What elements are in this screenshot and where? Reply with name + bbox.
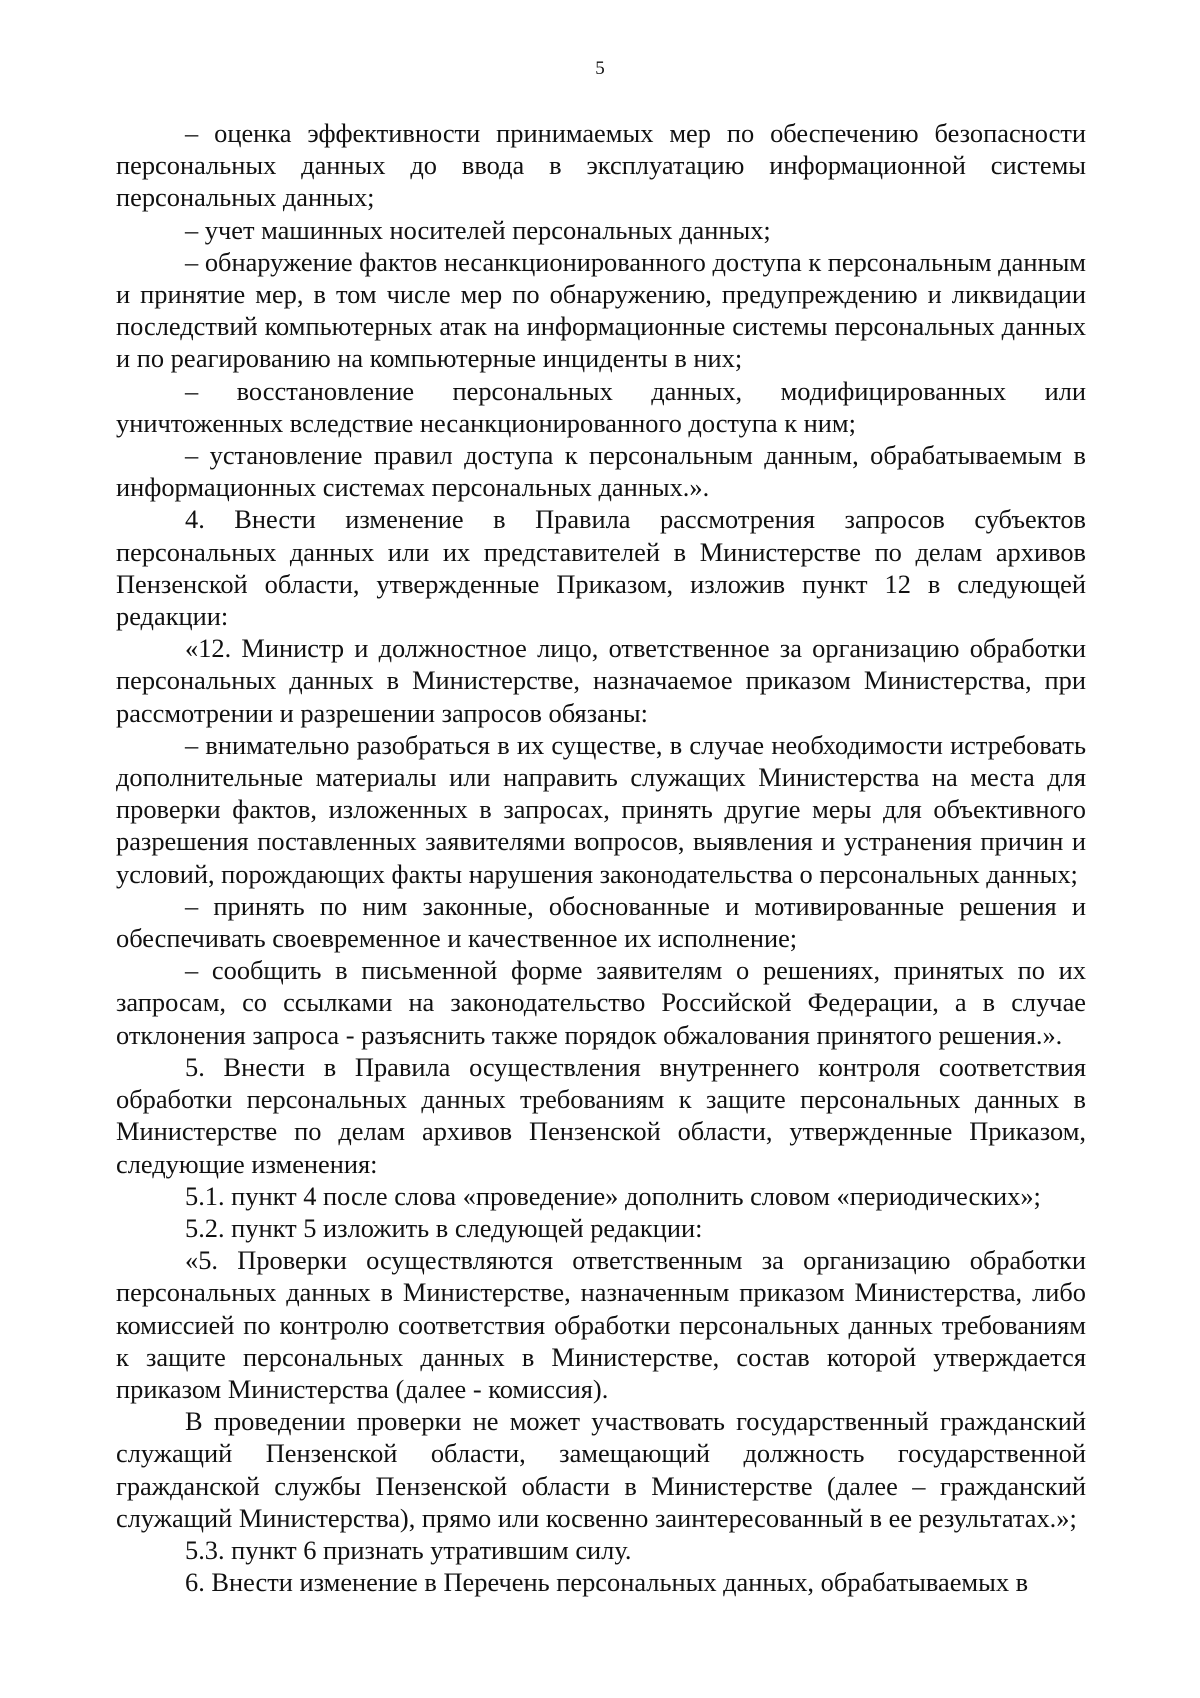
page-number: 5	[595, 58, 605, 79]
paragraph-quote-5: «5. Проверки осуществляются ответственным за организацию обработки персональных данных в Министерстве, назначенным приказом Министерства, либо комиссией по контролю соответствия обработки персональных данных требованиям к защите персональных данных в Министерстве, состав которой утверждается приказом Министерства (далее - комиссия).	[116, 1245, 1086, 1404]
paragraph-item-5: 5. Внести в Правила осуществления внутреннего контроля соответствия обработки персональных данных требованиям к защите персональных данных в Министерстве по делам архивов Пензенской области, утвержденные Приказом, следующие изменения:	[116, 1051, 1086, 1179]
paragraph-list-item: – принять по ним законные, обоснованные и мотивированные решения и обеспечивать своевременное и качественное их исполнение;	[116, 890, 1086, 954]
paragraph-item-5-3: 5.3. пункт 6 признать утратившим силу.	[185, 1534, 632, 1565]
paragraph-list-item: – оценка эффективности принимаемых мер по обеспечению безопасности персональных данных до ввода в эксплуатацию информационной системы персональных данных;	[116, 118, 1086, 213]
paragraph-item-5-2: 5.2. пункт 5 изложить в следующей редакции:	[185, 1212, 703, 1243]
paragraph-list-item: – восстановление персональных данных, модифицированных или уничтоженных вследствие несанкционированного доступа к ним;	[116, 375, 1086, 438]
paragraph-list-item: – установление правил доступа к персональным данным, обрабатываемым в информационных системах персональных данных.».	[116, 440, 1086, 503]
paragraph-list-item: – сообщить в письменной форме заявителям о решениях, принятых по их запросам, со ссылками на законодательство Российской Федерации, а в случае отклонения запроса - разъяснить также порядок обжалования принятого решения.».	[116, 955, 1086, 1050]
paragraph-item-5-1: 5.1. пункт 4 после слова «проведение» дополнить словом «периодических»;	[185, 1180, 1041, 1211]
paragraph-list-item: – учет машинных носителей персональных данных;	[185, 214, 771, 245]
paragraph-quote-12: «12. Министр и должностное лицо, ответственное за организацию обработки персональных данных в Министерстве, назначаемое приказом Министерства, при рассмотрении и разрешении запросов обязаны:	[116, 633, 1086, 728]
paragraph-list-item: – обнаружение фактов несанкционированного доступа к персональным данным и принятие мер, в том числе мер по обнаружению, предупреждению и ликвидации последствий компьютерных атак на информационные системы персональных данных и по реагированию на компьютерные инциденты в них;	[116, 246, 1086, 374]
document-body	[116, 117, 1086, 1598]
paragraph-item-6: 6. Внести изменение в Перечень персональных данных, обрабатываемых в	[185, 1567, 1029, 1598]
paragraph-quote-5-cont: В проведении проверки не может участвовать государственный гражданский служащий Пензенской области, замещающий должность государственной гражданской службы Пензенской области в Министерстве (далее – гражданский служащий Министерства), прямо или косвенно заинтересованный в ее результатах.»;	[116, 1406, 1086, 1533]
paragraph-item-4: 4. Внести изменение в Правила рассмотрения запросов субъектов персональных данных или их представителей в Министерстве по делам архивов Пензенской области, утвержденные Приказом, изложив пункт 12 в следующей редакции:	[116, 504, 1086, 632]
paragraph-list-item: – внимательно разобраться в их существе, в случае необходимости истребовать дополнительные материалы или направить служащих Министерства на места для проверки фактов, изложенных в запросах, принять другие меры для объективного разрешения поставленных заявителями вопросов, выявления и устранения причин и условий, порождающих факты нарушения законодательства о персональных данных;	[116, 729, 1086, 889]
